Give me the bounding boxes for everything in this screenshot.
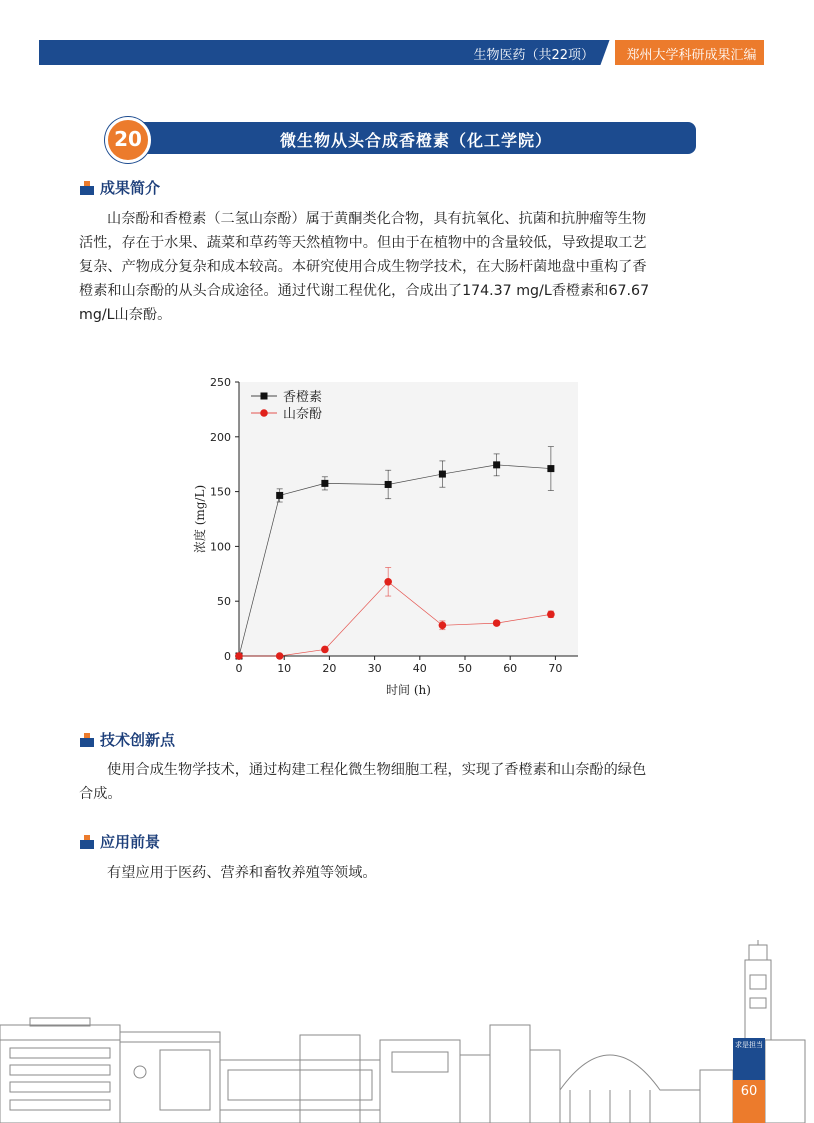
- data-point: [493, 461, 500, 468]
- page-number-tab: [733, 1038, 765, 1123]
- campus-skyline-illustration: [0, 940, 814, 1123]
- application-paragraph: [79, 861, 739, 885]
- summary-line: 山奈酚和香橙素（二氢山奈酚）属于黄酮类化合物，具有抗氧化、抗菌和抗肿瘤等生物: [107, 211, 647, 227]
- section-marker-icon: [80, 181, 94, 195]
- application-line: 有望应用于医药、营养和畜牧养殖等领域。: [107, 865, 377, 881]
- y-tick-label: 200: [210, 430, 231, 444]
- x-tick-label: 10: [277, 662, 292, 675]
- data-point: [439, 471, 446, 478]
- section-heading-text: 成果简介: [100, 179, 161, 197]
- data-point: [547, 465, 554, 472]
- legend-label: 山奈酚: [283, 407, 323, 422]
- y-tick-label: 250: [210, 376, 231, 389]
- x-tick-label: 60: [503, 662, 518, 675]
- data-point: [276, 492, 283, 499]
- data-point: [384, 578, 392, 586]
- y-axis-label: 浓度 (mg/L): [193, 484, 207, 554]
- motto-badge: 求是担当: [733, 1038, 765, 1080]
- project-title-bar: [136, 122, 696, 154]
- legend-marker: [261, 393, 268, 400]
- x-tick-label: 0: [235, 662, 243, 675]
- innovation-line: 合成。: [79, 786, 122, 802]
- section-heading-summary: [80, 177, 160, 198]
- page-number: 60: [733, 1080, 765, 1123]
- summary-line: 复杂、产物成分复杂和成本较高。本研究使用合成生物学技术，在大肠杆菌地盘中重构了香: [79, 259, 647, 275]
- data-point: [321, 646, 329, 654]
- page-header: [39, 40, 764, 65]
- innovation-paragraph: [79, 758, 739, 806]
- section-heading-text: 应用前景: [100, 833, 161, 851]
- section-heading-application: [80, 831, 160, 852]
- legend-label: 香橙素: [283, 390, 323, 405]
- innovation-line: 使用合成生物学技术，通过构建工程化微生物细胞工程，实现了香橙素和山奈酚的绿色: [107, 762, 647, 778]
- x-tick-label: 70: [548, 662, 563, 675]
- data-point: [439, 622, 447, 630]
- y-tick-label: 50: [217, 595, 231, 609]
- data-point: [547, 611, 555, 619]
- legend-marker: [260, 409, 268, 417]
- x-tick-label: 50: [458, 662, 472, 675]
- x-axis-label: 时间 (h): [386, 683, 431, 697]
- data-point: [385, 481, 392, 488]
- section-marker-icon: [80, 835, 94, 849]
- section-marker-icon: [80, 733, 94, 747]
- x-tick-label: 20: [322, 662, 337, 675]
- section-heading-text: 技术创新点: [100, 731, 176, 749]
- project-number: 20: [114, 127, 142, 151]
- header-university: 郑州大学科研成果汇编: [626, 48, 757, 63]
- summary-line: 橙素和山奈酚的从头合成途径。通过代谢工程优化，合成出了174.37 mg/L香橙素和67.67: [79, 283, 650, 299]
- project-title: 微生物从头合成香橙素（化工学院）: [279, 131, 552, 150]
- x-tick-label: 40: [412, 662, 427, 675]
- y-tick-label: 100: [210, 540, 231, 554]
- section-heading-innovation: [80, 729, 175, 750]
- data-point: [276, 652, 284, 660]
- y-tick-label: 150: [210, 485, 231, 499]
- data-point: [493, 619, 501, 627]
- data-point: [321, 480, 328, 487]
- project-number-badge: [105, 117, 151, 163]
- summary-line: mg/L山奈酚。: [79, 307, 172, 323]
- header-category: 生物医药（共22项）: [473, 48, 594, 63]
- summary-line: 活性，存在于水果、蔬菜和草药等天然植物中。但由于在植物中的含量较低，导致提取工艺: [79, 235, 647, 251]
- x-tick-label: 30: [367, 662, 382, 675]
- concentration-time-chart: [190, 372, 590, 702]
- summary-paragraph: [79, 207, 739, 327]
- y-tick-label: 0: [224, 650, 231, 663]
- plot-area: [239, 382, 578, 656]
- data-point: [235, 652, 243, 660]
